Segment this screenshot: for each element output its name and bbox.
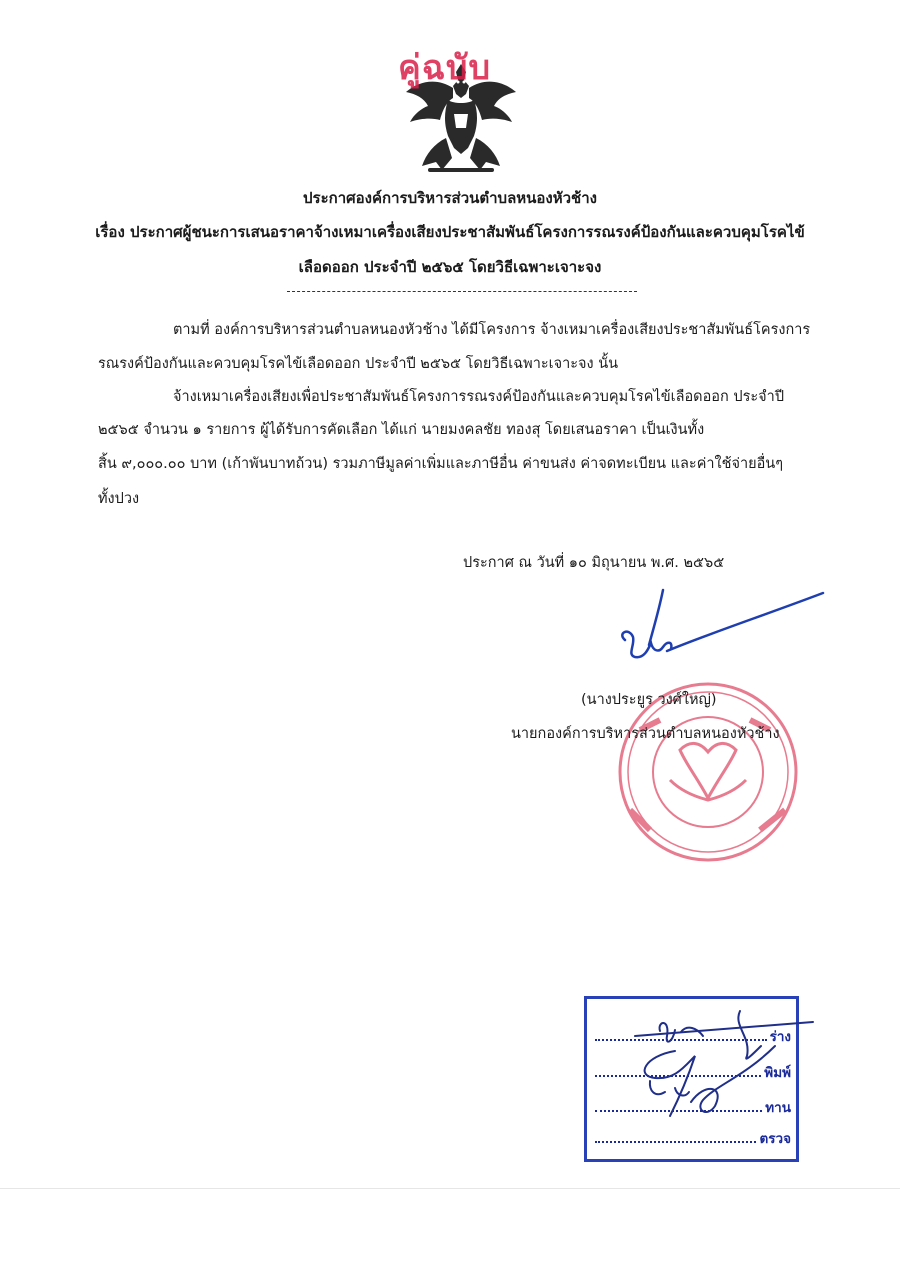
body-line-5: สิ้น ๙,๐๐๐.๐๐ บาท (เก้าพันบาทถ้วน) รวมภาษีมูลค่าเพิ่มและภาษีอื่น ค่าขนส่ง ค่าจดทะเบียน และค่าใช้จ่ายอื่นๆ [98,456,784,472]
subject-line-1: เรื่อง ประกาศผู้ชนะการเสนอราคาจ้างเหมาเครื่องเสียงประชาสัมพันธ์โครงการรณรงค์ป้องกันและควบคุมโรคไข้ [95,223,805,241]
body-line-4: ๒๕๖๕ จำนวน ๑ รายการ ผู้ได้รับการคัดเลือก ได้แก่ นายมงคลชัย ทองสุ โดยเสนอราคา เป็นเงินทั้ง [98,422,705,438]
signature-icon [615,585,830,680]
announcement-heading: ประกาศองค์การบริหารส่วนตำบลหนองหัวช้าง [303,189,597,207]
check-label-draft: ร่าง [769,1029,791,1045]
check-label-verify: ตรวจ [759,1131,791,1147]
divider [287,291,637,292]
signer-name: (นางประยูร วงศ์ใหญ่) [581,692,717,708]
check-label-proofread: ทาน [765,1100,791,1116]
body-line-3: จ้างเหมาเครื่องเสียงเพื่อประชาสัมพันธ์โครงการรณรงค์ป้องกันและควบคุมโรคไข้เลือดออก ประจำปี [173,389,785,405]
page-edge-line [0,1188,900,1189]
copy-stamp: คู่ฉบับ [398,48,492,88]
body-line-1: ตามที่ องค์การบริหารส่วนตำบลหนองหัวช้าง ได้มีโครงการ จ้างเหมาเครื่องเสียงประชาสัมพันธ์โครงการ [173,322,811,338]
body-line-6: ทั้งปวง [98,491,140,507]
announcement-date: ประกาศ ณ วันที่ ๑๐ มิถุนายน พ.ศ. ๒๕๖๕ [463,555,725,571]
signer-title: นายกองค์การบริหารส่วนตำบลหนองหัวช้าง [511,726,780,742]
check-label-print: พิมพ์ [764,1065,791,1081]
initials-icon [615,1006,815,1136]
subject-line-2: เลือดออก ประจำปี ๒๕๖๕ โดยวิธีเฉพาะเจาะจง [298,258,602,276]
body-line-2: รณรงค์ป้องกันและควบคุมโรคไข้เลือดออก ประจำปี ๒๕๖๕ โดยวิธีเฉพาะเจาะจง นั้น [98,356,619,372]
